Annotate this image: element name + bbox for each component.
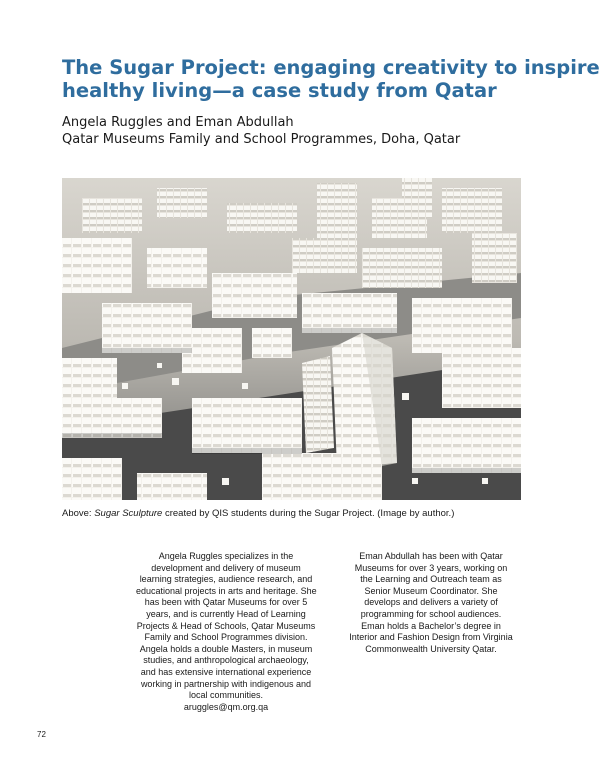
caption-text: created by QIS students during the Sugar Project. (Image by author.)	[162, 508, 455, 519]
author-names: Angela Ruggles and Eman Abdullah	[62, 115, 294, 130]
bio-line: Museums for over 3 years, working on	[354, 562, 508, 573]
bio-eman-abdullah	[341, 551, 521, 655]
bio-line: and has extensive international experience	[140, 666, 312, 677]
author-affiliation: Qatar Museums Family and School Programmes, Doha, Qatar	[62, 132, 461, 147]
bio-line: learning strategies, audience research, and	[139, 574, 313, 585]
bio-line: years, and is currently Head of Learning	[146, 608, 306, 619]
page-number: 72	[37, 730, 46, 739]
bio-line: local communities.	[188, 690, 264, 701]
bio-line: has been with Qatar Museums for over 5	[144, 597, 308, 608]
bio-line: programming for school audiences.	[360, 608, 502, 619]
sugar-sculpture-photo	[62, 178, 521, 500]
article-title-line: healthy living—a case study from Qatar	[62, 79, 497, 102]
bio-angela-ruggles	[136, 551, 316, 713]
bio-line: the Learning and Outreach team as	[360, 574, 502, 585]
photo-caption	[62, 508, 532, 520]
author-block	[62, 114, 532, 148]
bio-line: Eman Abdullah has been with Qatar	[359, 551, 503, 561]
caption-prefix: Above:	[62, 508, 95, 519]
article-title-line: The Sugar Project: engaging creativity to inspire	[62, 56, 600, 79]
bio-line: Commonwealth University Qatar.	[365, 643, 497, 654]
email-link[interactable]: aruggles@qm.org.qa	[183, 701, 269, 712]
bio-line: Projects & Head of Schools, Qatar Museums	[136, 620, 316, 631]
bio-line: development and delivery of museum	[151, 562, 301, 573]
bio-line: Eman holds a Bachelor’s degree in	[361, 620, 501, 631]
bio-line: Interior and Fashion Design from Virginia	[349, 632, 513, 643]
caption-artwork-title: Sugar Sculpture	[94, 508, 163, 519]
bio-line: Senior Museum Coordinator. She	[364, 585, 498, 596]
article-title	[62, 56, 600, 102]
bio-line: working in partnership with indigenous and	[140, 678, 312, 689]
bio-line: studies, and anthropological archaeology,	[143, 655, 309, 666]
bio-line: Family and School Programmes division.	[144, 632, 308, 643]
bio-line: develops and delivers a variety of	[364, 597, 498, 608]
sugar-sculpture-illustration	[62, 178, 521, 500]
bio-line: Angela holds a double Masters, in museum	[139, 643, 313, 654]
bio-line: Angela Ruggles specializes in the	[158, 551, 294, 561]
bio-line: educational projects in arts and heritage. She	[136, 585, 317, 596]
